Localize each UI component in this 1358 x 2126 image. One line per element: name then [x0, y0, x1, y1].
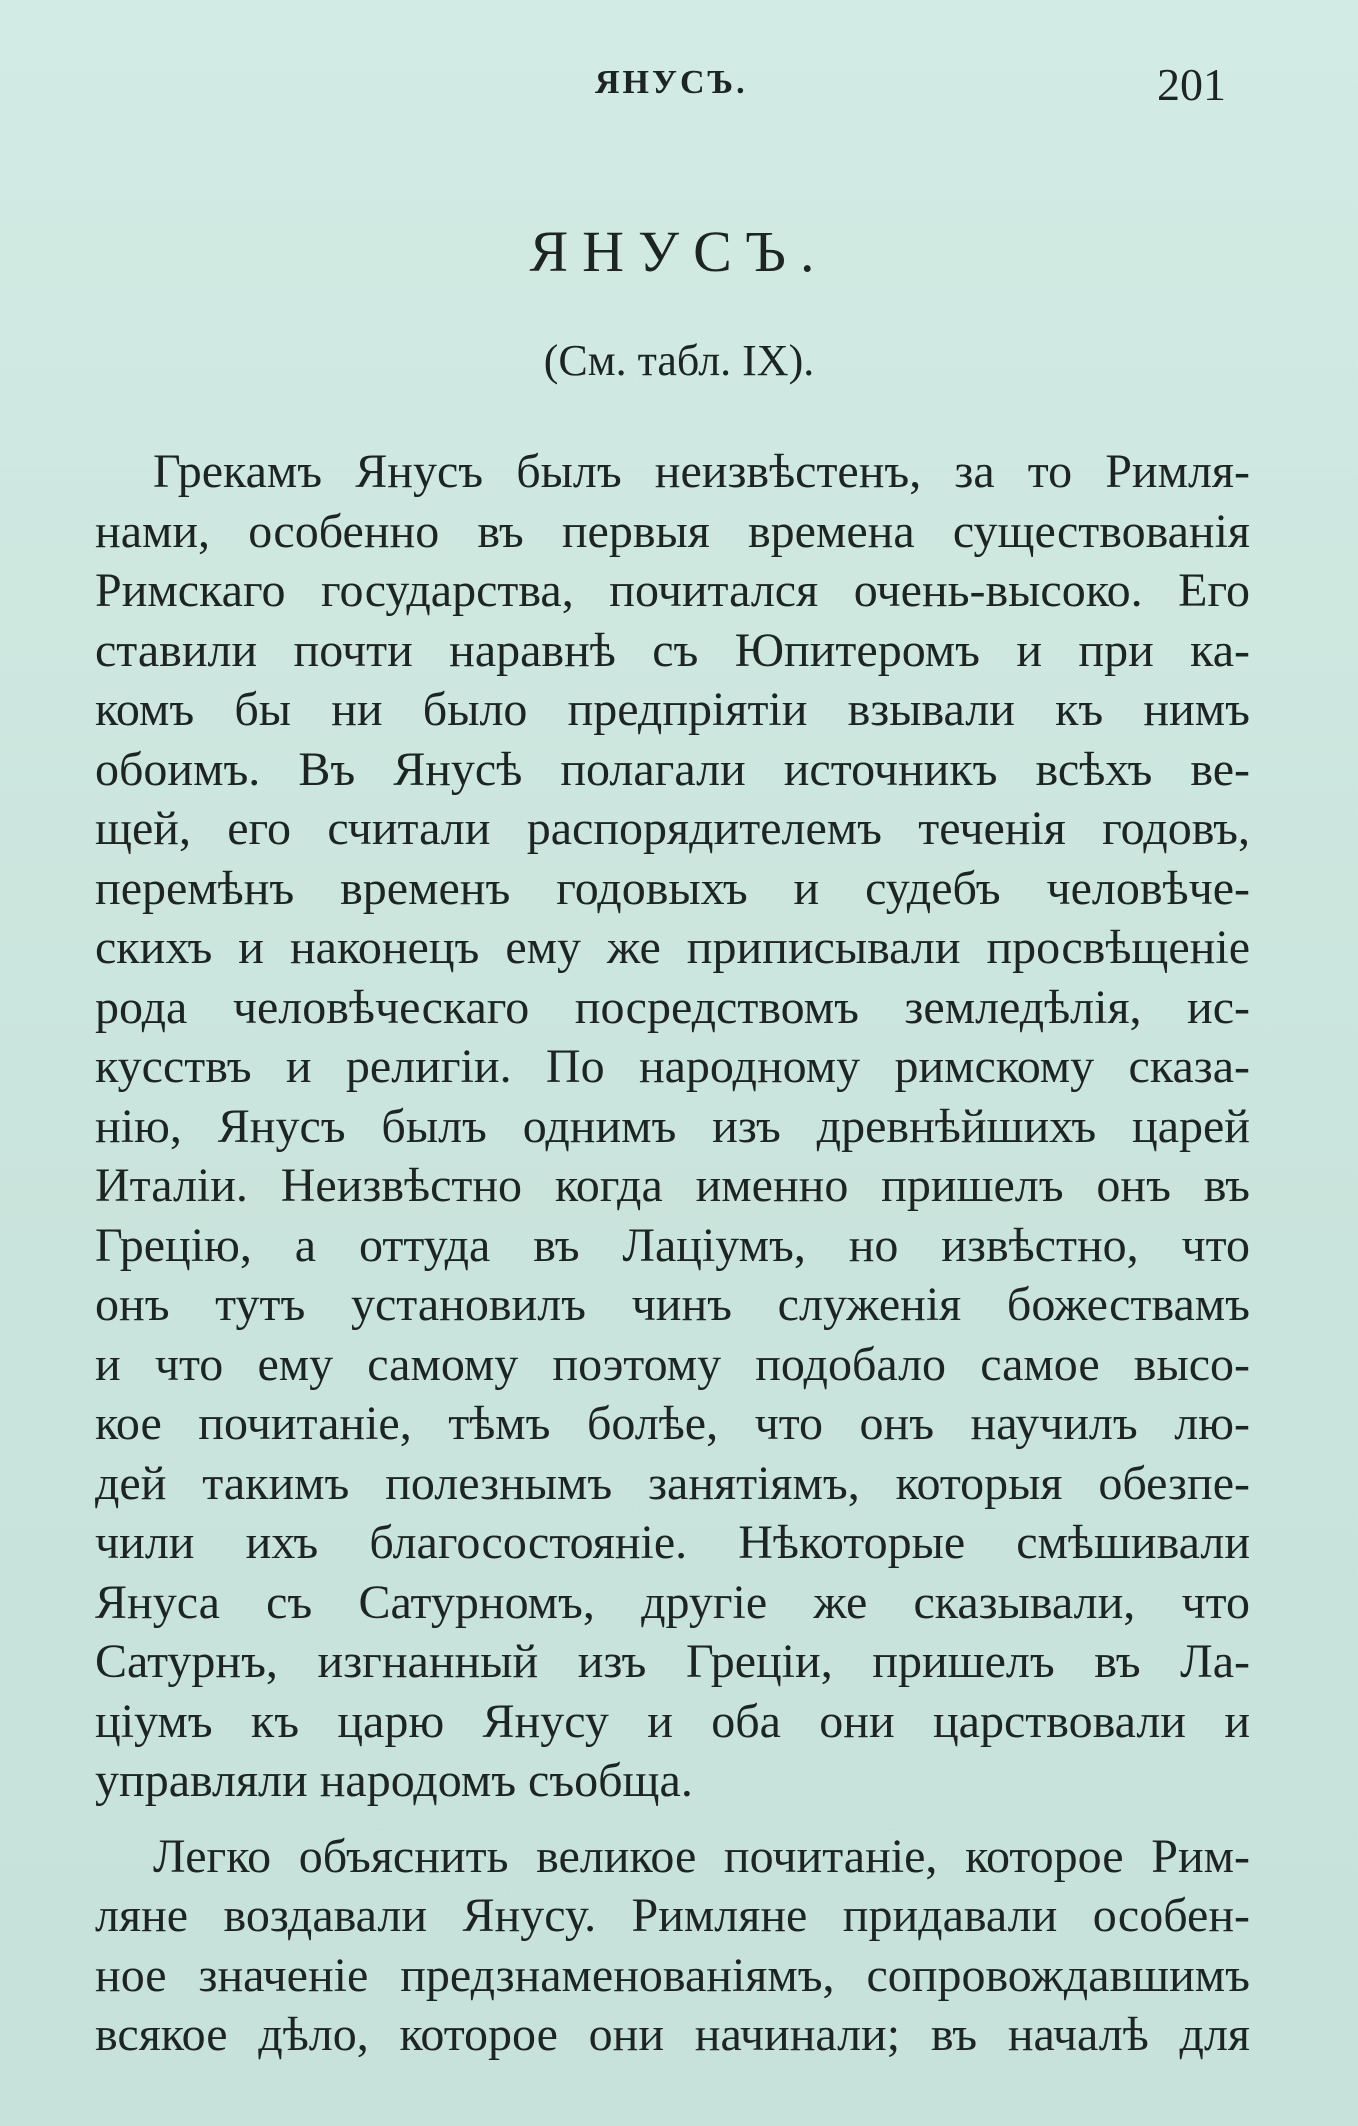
text-line: ное значеніе предзнаменованіямъ, сопровождавшимъ: [95, 1948, 1250, 2002]
text-line: управляли народомъ съобща.: [95, 1754, 693, 1807]
text-line: и что ему самому поэтому подобало самое высо-: [95, 1337, 1250, 1391]
text-line: перемѣнъ временъ годовыхъ и судебъ человѣче-: [95, 861, 1250, 915]
article-subtitle: (См. табл. IX).: [543, 336, 815, 385]
text-line: чили ихъ благосостояніе. Нѣкоторые смѣшивали: [95, 1516, 1250, 1569]
text-line: ляне воздавали Янусу. Римляне придавали особен-: [95, 1889, 1250, 1942]
text-line: ціумъ къ царю Янусу и оба они царствовали и: [95, 1694, 1250, 1748]
text-line: рода человѣческаго посредствомъ земледѣлія, ис-: [95, 980, 1250, 1034]
text-line: Легко объяснить великое почитаніе, которое Рим-: [153, 1829, 1250, 1883]
text-line: Грецію, а оттуда въ Лаціумъ, но извѣстно, что: [95, 1218, 1250, 1272]
article-body: [95, 442, 1250, 2065]
article-title: ЯНУСЪ.: [529, 219, 829, 284]
text-line: кусствъ и религіи. По народному римскому сказа-: [95, 1040, 1250, 1093]
text-line: Грекамъ Янусъ былъ неизвѣстенъ, за то Римля-: [153, 445, 1250, 498]
running-head: [0, 58, 1358, 118]
text-line: нію, Янусъ былъ однимъ изъ древнѣйшихъ царей: [95, 1099, 1250, 1153]
text-line: дей такимъ полезнымъ занятіямъ, которыя обезпе-: [95, 1456, 1250, 1510]
text-line: Януса съ Сатурномъ, другіе же сказывали, что: [95, 1575, 1250, 1629]
page-number: 201: [1157, 59, 1226, 110]
text-line: ставили почти наравнѣ съ Юпитеромъ и при ка-: [95, 623, 1250, 677]
text-line: нами, особенно въ первыя времена существованія: [95, 504, 1250, 558]
text-line: скихъ и наконецъ ему же приписывали просвѣщеніе: [95, 921, 1250, 974]
running-title: ЯНУСЪ.: [595, 64, 748, 101]
text-line: комъ бы ни было предпріятіи взывали къ нимъ: [95, 683, 1250, 736]
text-line: Италіи. Неизвѣстно когда именно пришелъ онъ въ: [95, 1159, 1250, 1212]
text-line: обоимъ. Въ Янусѣ полагали источникъ всѣхъ ве-: [95, 742, 1250, 796]
text-line: онъ тутъ установилъ чинъ служенія божествамъ: [95, 1278, 1250, 1331]
text-line: кое почитаніе, тѣмъ болѣе, что онъ научилъ лю-: [95, 1397, 1250, 1450]
text-line: Римскаго государства, почитался очень-высоко. Его: [95, 564, 1250, 617]
text-line: всякое дѣло, которое они начинали; въ началѣ для: [95, 2008, 1250, 2061]
text-line: щей, его считали распорядителемъ теченія годовъ,: [95, 802, 1250, 855]
text-line: Сатурнъ, изгнанный изъ Греціи, пришелъ въ Ла-: [95, 1635, 1250, 1688]
